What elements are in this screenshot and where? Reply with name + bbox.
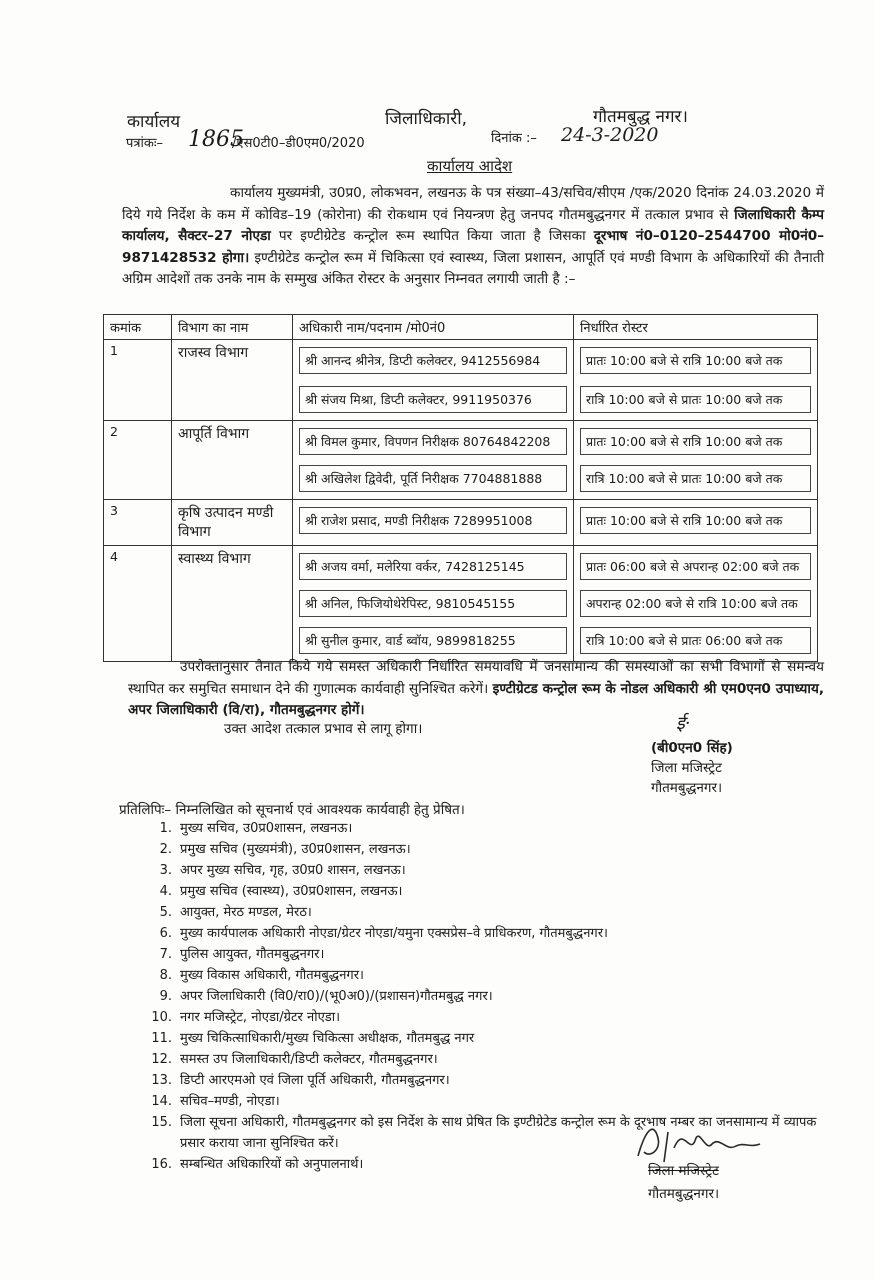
list-item: 1. मुख्य सचिव, उ0प्र0शासन, लखनऊ।: [159, 821, 353, 836]
table-header-row: [104, 315, 818, 340]
officer-name: श्री संजय मिश्रा, डिप्टी कलेक्टर, 9911950376: [299, 386, 567, 413]
roster-time: प्रातः 06:00 बजे से अपरान्ह 02:00 बजे तक: [580, 553, 811, 580]
roster-time: रात्रि 10:00 बजे से प्रातः 10:00 बजे तक: [580, 465, 811, 492]
roster-time: प्रातः 10:00 बजे से रात्रि 10:00 बजे तक: [580, 347, 811, 374]
roster-time: प्रातः 10:00 बजे से रात्रि 10:00 बजे तक: [580, 507, 811, 534]
intro-paragraph: [122, 183, 824, 291]
ref-number: 1865: [188, 127, 244, 152]
list-item: 16. सम्बन्धित अधिकारियों को अनुपालनार्थ।: [151, 1157, 364, 1172]
roster-time: अपरान्ह 02:00 बजे से रात्रि 10:00 बजे तक: [580, 590, 811, 617]
list-item: 3. अपर मुख्य सचिव, गृह, उ0प्र0 शासन, लखनऊ।: [159, 863, 406, 878]
roster-time: रात्रि 10:00 बजे से प्रातः 10:00 बजे तक: [580, 386, 811, 413]
list-item: 7. पुलिस आयुक्त, गौतमबुद्धनगर।: [159, 947, 325, 962]
officer-name: श्री अजय वर्मा, मलेरिया वर्कर, 7428125145: [299, 553, 567, 580]
copy-intro: प्रतिलिपिः– निम्नलिखित को सूचनार्थ एवं आवश्यक कार्यवाही हेतु प्रेषित।: [119, 802, 465, 818]
officer-name: श्री सुनील कुमार, वार्ड ब्वॉय, 9899818255: [299, 627, 567, 654]
list-item: 10. नगर मजिस्ट्रेट, नोएडा/ग्रेटर नोएडा।: [151, 1010, 341, 1025]
roster-time: प्रातः 10:00 बजे से रात्रि 10:00 बजे तक: [580, 428, 811, 455]
col-header-officer: अधिकारी नाम/पदनाम /मो0नं0: [293, 315, 574, 340]
table-row: [104, 500, 818, 546]
row-rosters: [574, 546, 818, 662]
list-item: 9. अपर जिलाधिकारी (वि0/रा0)/(भू0अ0)/(प्रशासन)गौतमबुद्ध नगर।: [159, 989, 493, 1004]
row-number: 4: [104, 546, 172, 662]
list-item: 2. प्रमुख सचिव (मुख्यमंत्री), उ0प्र0शासन, लखनऊ।: [159, 842, 411, 857]
officer-name: श्री आनन्द श्रीनेत्र, डिप्टी कलेक्टर, 9412556984: [299, 347, 567, 374]
officer-name: श्री राजेश प्रसाद, मण्डी निरीक्षक 7289951008: [299, 507, 567, 534]
list-item: 14. सचिव–मण्डी, नोएडा।: [151, 1094, 280, 1109]
col-header-dept: विभाग का नाम: [172, 315, 293, 340]
list-item: 8. मुख्य विकास अधिकारी, गौतमबुद्धनगर।: [159, 968, 364, 983]
list-item: 13. डिप्टी आरएमओ एवं जिला पूर्ति अधिकारी, गौतमबुद्धनगर।: [151, 1073, 450, 1088]
row-number: 1: [104, 340, 172, 421]
row-officers: [293, 340, 574, 421]
row-officers: [293, 500, 574, 546]
row-dept: राजस्व विभाग: [172, 340, 293, 421]
intro-bold-2: दूरभाष नं0–0120–2544700 मो0नं0–9871428532 होगा।: [122, 228, 825, 266]
col-header-roster: निर्धारित रोस्टर: [574, 315, 818, 340]
row-number: 2: [104, 421, 172, 500]
list-item: 15. जिला सूचना अधिकारी, गौतमबुद्धनगर को इस निर्देश के साथ प्रेषित कि इण्टीग्रेटेड कन्ट्रोल रूम के दूरभाष नम्बर का जनसामान्य में व्यापक प्रसार कराया जाना सुनिश्चित करें।: [151, 1115, 817, 1151]
col-header-no: कमांक: [104, 315, 172, 340]
signatory-place: गौतमबुद्धनगर।: [651, 780, 723, 796]
closing-paragraph: [128, 657, 824, 722]
row-dept: कृषि उत्पादन मण्डी विभाग: [172, 500, 293, 546]
row-dept: आपूर्ति विभाग: [172, 421, 293, 500]
table-row: [104, 421, 818, 500]
table-row: [104, 546, 818, 662]
intro-text-1: कार्यालय मुख्यमंत्री, उ0प्र0, लोकभवन, लखनऊ के पत्र संख्या–43/सचिव/सीएम /एक/2020 दिनांक 24.03.2020 में दिये गये निर्देश के कम में कोविड–19 (कोरोना) की रोकथाम एवं नियन्त्रण हेतु जनपद गौतमबुद्धनगर में तत्काल प्रभाव से: [122, 185, 824, 223]
row-rosters: [574, 500, 818, 546]
list-item: 6. मुख्य कार्यपालक अधिकारी नोएडा/ग्रेटर नोएडा/यमुना एक्सप्रेस–वे प्राधिकरण, गौतमबुद्धनगर।: [159, 926, 608, 941]
officer-name: श्री अनिल, फिजियोथेरेपिस्ट, 9810545155: [299, 590, 567, 617]
date-label: दिनांक :–: [491, 131, 537, 146]
bottom-signatory-place: गौतमबुद्धनगर।: [648, 1186, 720, 1202]
row-officers: [293, 546, 574, 662]
ref-suffix: /एस0टी0–डी0एम0/2020: [232, 136, 365, 151]
officer-name: श्री अखिलेश द्विवेदी, पूर्ति निरीक्षक 7704881888: [299, 465, 567, 492]
row-rosters: [574, 421, 818, 500]
table-row: [104, 340, 818, 421]
effect-line: उक्त आदेश तत्काल प्रभाव से लागू होगा।: [224, 721, 423, 737]
district-label: गौतमबुद्ध नगर।: [593, 107, 688, 127]
officer-name: श्री विमल कुमार, विपणन निरीक्षक 80764842208: [299, 428, 567, 455]
office-label: कार्यालय: [127, 112, 181, 132]
signatory-title: जिला मजिस्ट्रेट: [651, 760, 722, 776]
list-item: 5. आयुक्त, मेरठ मण्डल, मेरठ।: [159, 905, 312, 920]
row-number: 3: [104, 500, 172, 546]
signatory-name: (बी0एन0 सिंह): [651, 740, 733, 756]
ref-prefix: पत्रांकः–: [126, 136, 164, 151]
roster-table: [103, 314, 818, 662]
row-rosters: [574, 340, 818, 421]
intro-bold-1: जिलाधिकारी कैम्प कार्यालय, सैक्टर–27 नोएडा: [122, 206, 824, 244]
date-value: 24-3-2020: [561, 124, 659, 146]
intro-text-2: पर इण्टीग्रेटेड कन्ट्रोल रूम स्थापित किया जाता है जिसका: [270, 228, 594, 244]
closing-bold: इण्टीग्रेटड कन्ट्रोल रूम के नोडल अधिकारी श्री एम0एन0 उपाध्याय, अपर जिलाधिकारी (वि/रा), गौतमबुद्धनगर होगें।: [128, 680, 824, 718]
intro-text-3: इण्टीग्रेटेड कन्ट्रोल रूम में चिकित्सा एवं स्वास्थ्य, जिला प्रशासन, आपूर्ति एवं मण्डी विभाग के अधिकारियों की तैनाती अग्रिम आदेशों तक उनके नाम के सम्मुख अंकित रोस्टर के अनुसार निम्नवत लगायी जाती है :–: [122, 249, 824, 287]
bottom-signatory-title: जिला मजिस्ट्रेट: [648, 1163, 719, 1179]
roster-time: रात्रि 10:00 बजे से प्रातः 06:00 बजे तक: [580, 627, 811, 654]
closing-text: उपरोक्तानुसार तैनात किये गये समस्त अधिकारी निर्धारित समयावधि में जनसामान्य की समस्याओं का सभी विभागों से समन्वय स्थापित कर समुचित समाधान देने की गुणात्मक कार्यवाही सुनिश्चित करेगें।: [128, 659, 824, 697]
list-item: 11. मुख्य चिकित्साधिकारी/मुख्य चिकित्सा अधीक्षक, गौतमबुद्ध नगर: [151, 1031, 475, 1046]
row-officers: [293, 421, 574, 500]
designation-label: जिलाधिकारी,: [385, 109, 468, 129]
page-title: कार्यालय आदेश: [427, 157, 513, 175]
list-item: 12. समस्त उप जिलाधिकारी/डिप्टी कलेक्टर, गौतमबुद्धनगर।: [151, 1052, 438, 1067]
initials-signature: ई·: [676, 713, 691, 734]
list-item: 4. प्रमुख सचिव (स्वास्थ्य), उ0प्र0शासन, लखनऊ।: [159, 884, 403, 899]
row-dept: स्वास्थ्य विभाग: [172, 546, 293, 662]
